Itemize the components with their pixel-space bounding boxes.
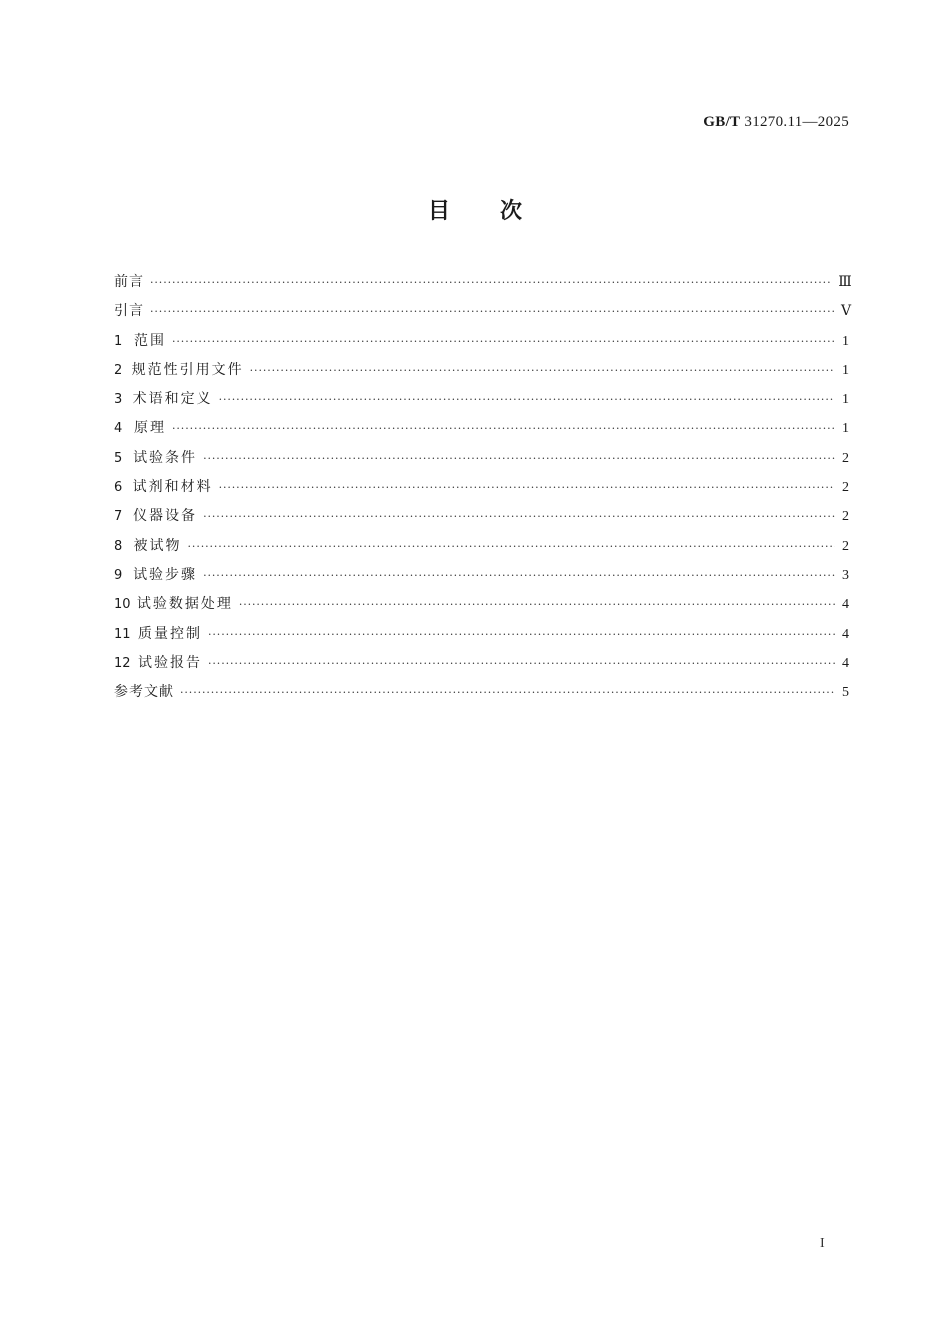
page-number: I bbox=[820, 1236, 825, 1251]
toc-entry-page: 2 bbox=[842, 509, 849, 525]
toc-entry-label: 试验报告 bbox=[138, 654, 203, 671]
standard-code: 31270.11—2025 bbox=[744, 114, 849, 130]
toc-entry-scope[interactable] bbox=[114, 327, 849, 356]
toc-entry-number: 7 bbox=[114, 509, 123, 525]
toc-entry-page: 1 bbox=[842, 392, 849, 408]
standard-number bbox=[703, 114, 849, 131]
toc-entry-label: 被试物 bbox=[133, 537, 182, 554]
toc-entry-page: 1 bbox=[842, 362, 849, 378]
table-of-contents bbox=[114, 268, 852, 707]
toc-entry-page: 4 bbox=[842, 626, 849, 642]
toc-entry-number: 10 bbox=[114, 597, 131, 613]
toc-dot-leader bbox=[203, 444, 835, 473]
toc-entry-number: 3 bbox=[114, 392, 123, 408]
toc-entry-label: 范围 bbox=[134, 332, 166, 349]
toc-entry-number: 12 bbox=[114, 655, 131, 671]
toc-entry-label: 试验条件 bbox=[133, 449, 198, 466]
toc-entry-number: 1 bbox=[114, 333, 123, 349]
toc-entry-number: 6 bbox=[114, 480, 123, 496]
toc-entry-page: 1 bbox=[842, 421, 849, 437]
page-title: 目次 bbox=[427, 199, 572, 224]
toc-dot-leader bbox=[219, 385, 835, 414]
toc-entry-normative-references[interactable] bbox=[114, 356, 849, 385]
toc-entry-label: 原理 bbox=[134, 420, 166, 437]
toc-entry-data-processing[interactable] bbox=[114, 590, 849, 619]
toc-entry-number: 11 bbox=[114, 626, 131, 642]
toc-dot-leader bbox=[172, 414, 835, 443]
standard-prefix: GB/T bbox=[703, 114, 741, 130]
toc-dot-leader bbox=[172, 327, 835, 356]
toc-dot-leader bbox=[239, 590, 835, 619]
toc-entry-page: 2 bbox=[842, 538, 849, 554]
toc-dot-leader bbox=[203, 561, 835, 590]
toc-entry-label: 规范性引用文件 bbox=[131, 361, 244, 378]
toc-entry-page: 3 bbox=[842, 567, 849, 583]
toc-entry-label: 试验步骤 bbox=[133, 566, 198, 583]
toc-entry-bibliography[interactable] bbox=[114, 678, 849, 707]
toc-entry-foreword[interactable] bbox=[114, 268, 852, 297]
toc-entry-number: 5 bbox=[114, 450, 123, 466]
toc-entry-test-conditions[interactable] bbox=[114, 444, 849, 473]
toc-dot-leader bbox=[208, 620, 835, 649]
toc-entry-page: 4 bbox=[842, 597, 849, 613]
toc-dot-leader bbox=[250, 356, 835, 385]
toc-entry-page: 4 bbox=[842, 655, 849, 671]
toc-entry-page: 2 bbox=[842, 450, 849, 466]
toc-entry-reagents-materials[interactable] bbox=[114, 473, 849, 502]
toc-entry-label: 前言 bbox=[114, 274, 144, 290]
toc-entry-terms-definitions[interactable] bbox=[114, 385, 849, 414]
toc-dot-leader bbox=[188, 532, 835, 561]
toc-dot-leader bbox=[219, 473, 835, 502]
toc-entry-introduction[interactable] bbox=[114, 297, 852, 326]
toc-entry-number: 9 bbox=[114, 567, 123, 583]
toc-entry-page: Ⅴ bbox=[840, 304, 852, 320]
toc-entry-label: 质量控制 bbox=[138, 625, 203, 642]
toc-entry-number: 2 bbox=[114, 362, 123, 378]
toc-entry-label: 试剂和材料 bbox=[132, 479, 213, 496]
toc-entry-apparatus[interactable] bbox=[114, 502, 849, 531]
toc-entry-page: Ⅲ bbox=[838, 275, 852, 290]
toc-entry-test-procedure[interactable] bbox=[114, 561, 849, 590]
toc-entry-page: 5 bbox=[842, 685, 849, 701]
toc-entry-number: 4 bbox=[114, 421, 123, 437]
toc-dot-leader bbox=[150, 297, 835, 326]
toc-entry-number: 8 bbox=[114, 538, 123, 554]
toc-entry-label: 术语和定义 bbox=[132, 391, 213, 408]
toc-entry-label: 试验数据处理 bbox=[136, 596, 233, 613]
toc-dot-leader bbox=[150, 268, 832, 297]
toc-dot-leader bbox=[208, 649, 835, 678]
toc-entry-quality-control[interactable] bbox=[114, 620, 849, 649]
toc-entry-label: 参考文献 bbox=[114, 684, 174, 701]
toc-dot-leader bbox=[180, 678, 835, 707]
toc-dot-leader bbox=[203, 502, 835, 531]
toc-entry-test-report[interactable] bbox=[114, 649, 849, 678]
toc-entry-test-substance[interactable] bbox=[114, 532, 849, 561]
toc-entry-page: 1 bbox=[842, 333, 849, 349]
toc-entry-label: 引言 bbox=[114, 303, 144, 320]
toc-entry-page: 2 bbox=[842, 480, 849, 496]
toc-entry-label: 仪器设备 bbox=[133, 508, 198, 525]
toc-entry-principle[interactable] bbox=[114, 414, 849, 443]
